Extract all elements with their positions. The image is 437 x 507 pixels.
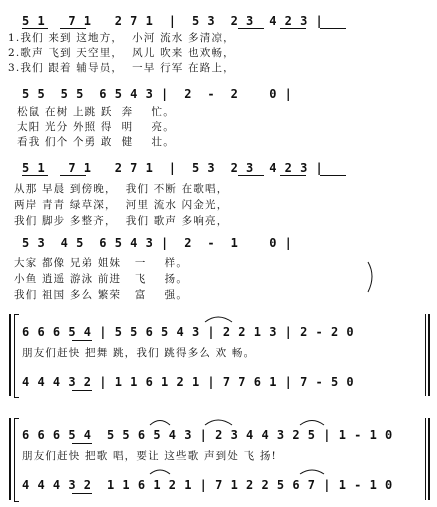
soprano-line-a: 6 6 6 5 4 | 5 5 6 5 4 3 | 2 2 1 3 | 2 - 2 0 (22, 325, 355, 339)
slur (150, 421, 170, 426)
notation-line-1: 5 1 7 1 2 7 1 | 5 3 2 3 4 2 3 | (22, 14, 324, 28)
lyric-line-3-3: 我们 脚步 多整齐， 我们 歌声 多响亮， (14, 215, 229, 227)
lyric-line-1-3: 3.我们 跟着 辅导员， 一早 行军 在路上， (8, 62, 235, 74)
slur (300, 421, 324, 426)
lyric-line-2-2: 太阳 光分 外照 得 明 亮。 (8, 121, 175, 133)
brace (368, 262, 372, 292)
lyric-line-1-1: 1.我们 来到 这地方， 小河 流水 多清凉， (8, 32, 235, 44)
lyric-line-2-3: 看我 们个 个勇 敢 健 壮。 (8, 136, 175, 148)
chorus-lyric-a: 朋友们赶快 把舞 跳，我们 跳得多么 欢 畅。 (22, 347, 256, 359)
notation-line-4: 5 3 4 5 6 5 4 3 | 2 - 1 0 | (22, 236, 293, 250)
lyric-line-2-1: 松鼠 在树 上跳 跃 奔 忙。 (8, 106, 175, 118)
alto-line-b: 4 4 4 3 2 1 1 6 1 2 1 | 7 1 2 2 5 6 7 | 1 - 1 0 (22, 478, 393, 492)
lyric-line-4-3: 我们 祖国 多么 繁荣 富 强。 (14, 289, 189, 301)
slur (205, 420, 232, 425)
chorus-lyric-b: 朋友们赶快 把歌 唱，要让 这些歌 声到处 飞 扬! (22, 450, 277, 462)
lyric-line-1-2: 2.歌声 飞到 天空里， 风儿 吹来 也欢畅， (8, 47, 235, 59)
lyric-line-4-1: 大家 都像 兄弟 姐妹 一 样。 (14, 257, 189, 269)
soprano-line-b: 6 6 6 5 4 5 5 6 5 4 3 | 2 3 4 4 3 2 5 | 1 - 1 0 (22, 428, 393, 442)
alto-line-a: 4 4 4 3 2 | 1 1 6 1 2 1 | 7 7 6 1 | 7 - 5 0 (22, 375, 355, 389)
notation-line-2: 5 5 5 5 6 5 4 3 | 2 - 2 0 | (22, 87, 293, 101)
lyric-line-3-2: 两岸 青青 绿草深， 河里 流水 闪金光， (14, 199, 229, 211)
notation-line-3: 5 1 7 1 2 7 1 | 5 3 2 3 4 2 3 | (22, 161, 324, 175)
slur (150, 470, 170, 474)
lyric-line-3-1: 从那 早晨 到傍晚， 我们 不断 在歌唱， (14, 183, 229, 195)
lyric-line-4-2: 小鱼 逍遥 游泳 前进 飞 扬。 (14, 273, 189, 285)
slur (205, 317, 232, 322)
slur (300, 470, 324, 474)
